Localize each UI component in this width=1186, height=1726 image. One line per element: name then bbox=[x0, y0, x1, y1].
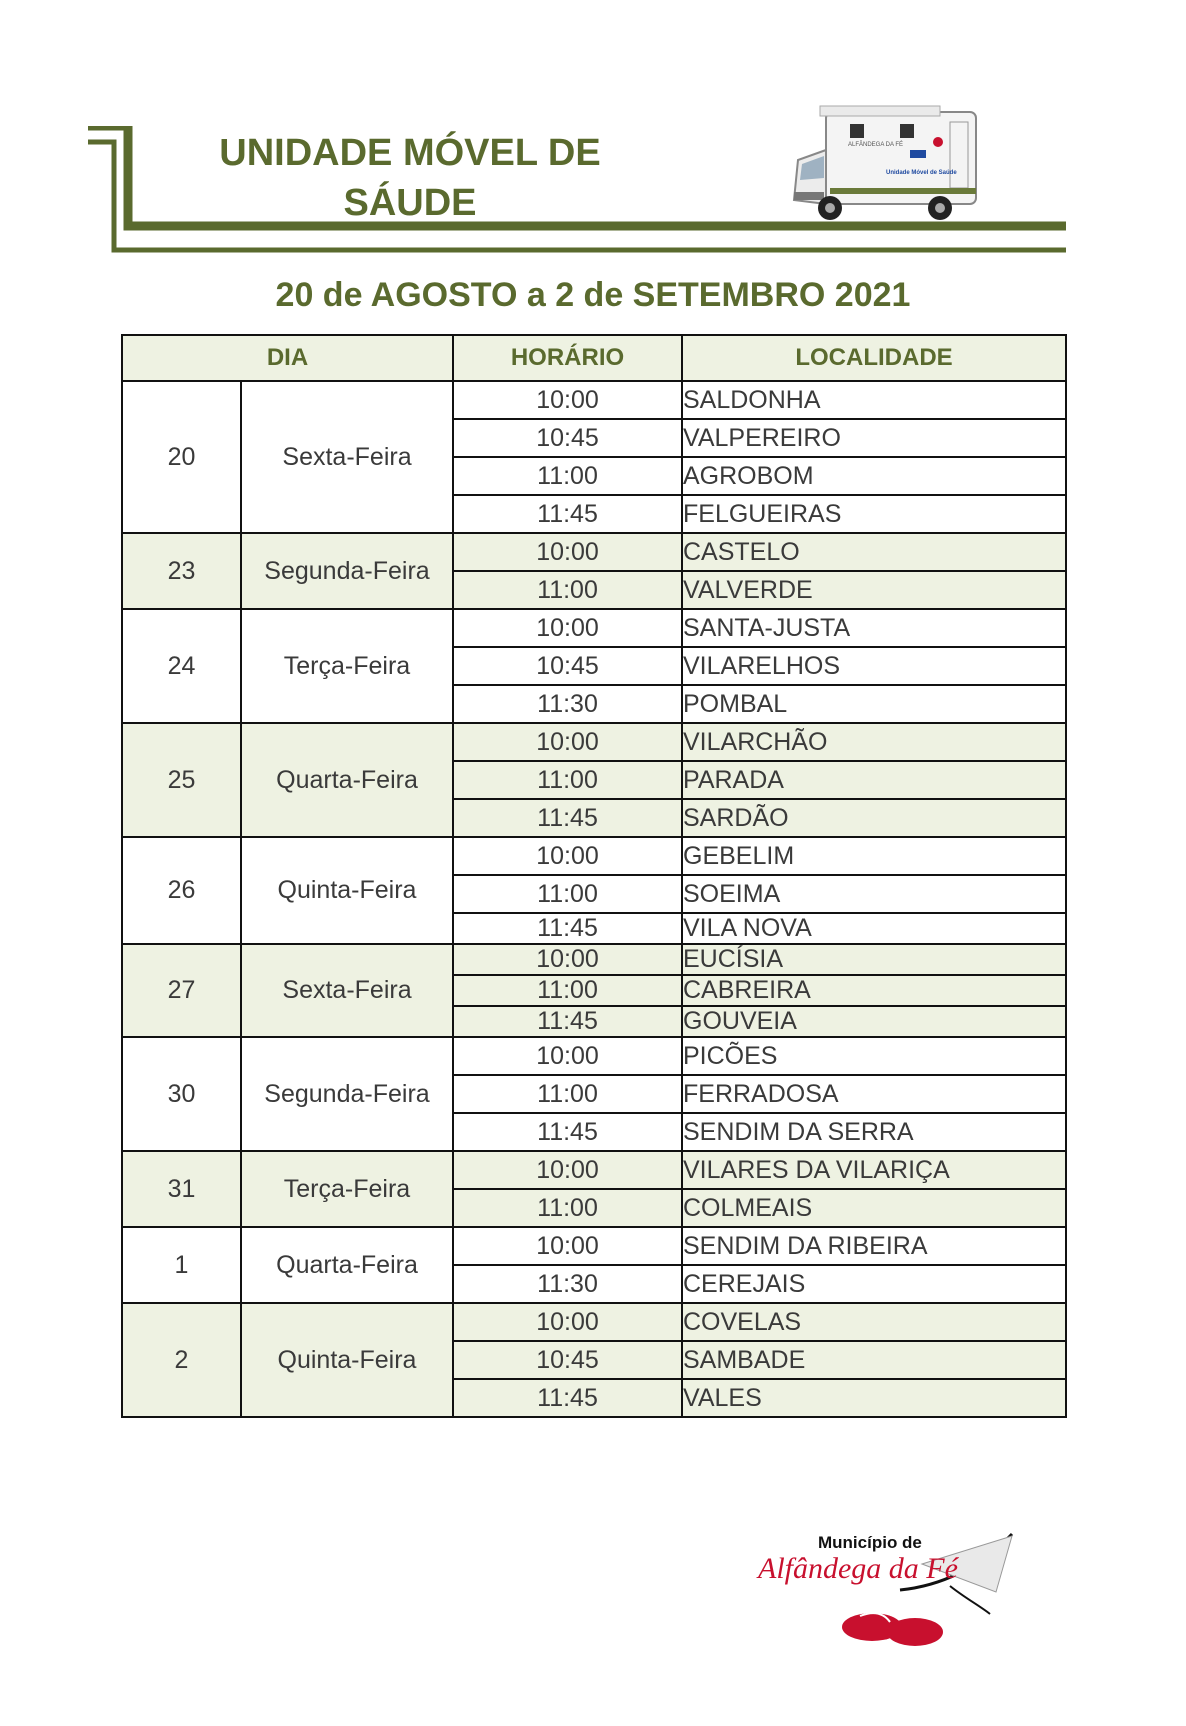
header-dia: DIA bbox=[122, 335, 453, 381]
weekday-cell: Quarta-Feira bbox=[241, 723, 453, 837]
location-cell: GOUVEIA bbox=[682, 1006, 1066, 1037]
location-cell: VILARES DA VILARIÇA bbox=[682, 1151, 1066, 1189]
weekday-cell: Quarta-Feira bbox=[241, 1227, 453, 1303]
location-cell: SOEIMA bbox=[682, 875, 1066, 913]
time-cell: 10:00 bbox=[453, 1151, 682, 1189]
time-cell: 10:00 bbox=[453, 1303, 682, 1341]
time-cell: 11:00 bbox=[453, 975, 682, 1006]
table-row bbox=[122, 533, 1066, 571]
weekday-cell: Quinta-Feira bbox=[241, 837, 453, 944]
location-cell: CASTELO bbox=[682, 533, 1066, 571]
location-cell: SAMBADE bbox=[682, 1341, 1066, 1379]
time-cell: 10:00 bbox=[453, 1037, 682, 1075]
weekday-cell: Terça-Feira bbox=[241, 609, 453, 723]
time-cell: 10:00 bbox=[453, 837, 682, 875]
location-cell: VALPEREIRO bbox=[682, 419, 1066, 457]
day-number-cell: 27 bbox=[122, 944, 241, 1037]
table-row bbox=[122, 723, 1066, 761]
location-cell: CEREJAIS bbox=[682, 1265, 1066, 1303]
location-cell: PARADA bbox=[682, 761, 1066, 799]
logo-main-text: Alfândega da Fé bbox=[758, 1552, 958, 1585]
schedule-table bbox=[121, 334, 1067, 1418]
location-cell: AGROBOM bbox=[682, 457, 1066, 495]
time-cell: 11:00 bbox=[453, 1189, 682, 1227]
weekday-cell: Sexta-Feira bbox=[241, 381, 453, 533]
table-row bbox=[122, 944, 1066, 975]
location-cell: FERRADOSA bbox=[682, 1075, 1066, 1113]
table-row bbox=[122, 837, 1066, 875]
location-cell: COVELAS bbox=[682, 1303, 1066, 1341]
time-cell: 11:00 bbox=[453, 1075, 682, 1113]
header-horario: HORÁRIO bbox=[453, 335, 682, 381]
weekday-cell: Segunda-Feira bbox=[241, 533, 453, 609]
location-cell: SARDÃO bbox=[682, 799, 1066, 837]
day-number-cell: 1 bbox=[122, 1227, 241, 1303]
day-number-cell: 31 bbox=[122, 1151, 241, 1227]
time-cell: 11:00 bbox=[453, 875, 682, 913]
location-cell: SENDIM DA RIBEIRA bbox=[682, 1227, 1066, 1265]
table-row bbox=[122, 381, 1066, 419]
time-cell: 10:45 bbox=[453, 419, 682, 457]
time-cell: 11:00 bbox=[453, 571, 682, 609]
weekday-cell: Segunda-Feira bbox=[241, 1037, 453, 1151]
header-localidade: LOCALIDADE bbox=[682, 335, 1066, 381]
logo-top-text: Município de bbox=[818, 1533, 922, 1552]
location-cell: VILARCHÃO bbox=[682, 723, 1066, 761]
time-cell: 10:45 bbox=[453, 1341, 682, 1379]
day-number-cell: 24 bbox=[122, 609, 241, 723]
time-cell: 10:00 bbox=[453, 381, 682, 419]
table-row bbox=[122, 1151, 1066, 1189]
table-row bbox=[122, 1227, 1066, 1265]
weekday-cell: Terça-Feira bbox=[241, 1151, 453, 1227]
weekday-cell: Quinta-Feira bbox=[241, 1303, 453, 1417]
time-cell: 11:45 bbox=[453, 1113, 682, 1151]
time-cell: 11:30 bbox=[453, 685, 682, 723]
table-header-row bbox=[122, 335, 1066, 381]
day-number-cell: 2 bbox=[122, 1303, 241, 1417]
location-cell: SALDONHA bbox=[682, 381, 1066, 419]
location-cell: VILA NOVA bbox=[682, 913, 1066, 944]
location-cell: VALVERDE bbox=[682, 571, 1066, 609]
location-cell: EUCÍSIA bbox=[682, 944, 1066, 975]
weekday-cell: Sexta-Feira bbox=[241, 944, 453, 1037]
location-cell: CABREIRA bbox=[682, 975, 1066, 1006]
location-cell: POMBAL bbox=[682, 685, 1066, 723]
time-cell: 10:00 bbox=[453, 1227, 682, 1265]
location-cell: VILARELHOS bbox=[682, 647, 1066, 685]
title-line-1: UNIDADE MÓVEL DE bbox=[219, 132, 601, 174]
time-cell: 11:00 bbox=[453, 457, 682, 495]
table-row bbox=[122, 1303, 1066, 1341]
schedule-body bbox=[122, 381, 1066, 1417]
title-line-2: SÁUDE bbox=[343, 182, 477, 224]
day-number-cell: 25 bbox=[122, 723, 241, 837]
time-cell: 10:00 bbox=[453, 609, 682, 647]
time-cell: 10:00 bbox=[453, 723, 682, 761]
location-cell: FELGUEIRAS bbox=[682, 495, 1066, 533]
table-row bbox=[122, 1037, 1066, 1075]
time-cell: 11:45 bbox=[453, 1379, 682, 1417]
location-cell: COLMEAIS bbox=[682, 1189, 1066, 1227]
van-label-text: Unidade Móvel de Saúde bbox=[886, 170, 957, 176]
time-cell: 11:30 bbox=[453, 1265, 682, 1303]
location-cell: SENDIM DA SERRA bbox=[682, 1113, 1066, 1151]
location-cell: PICÕES bbox=[682, 1037, 1066, 1075]
day-number-cell: 20 bbox=[122, 381, 241, 533]
day-number-cell: 23 bbox=[122, 533, 241, 609]
time-cell: 11:45 bbox=[453, 913, 682, 944]
time-cell: 11:45 bbox=[453, 799, 682, 837]
date-range: 20 de AGOSTO a 2 de SETEMBRO 2021 bbox=[275, 276, 911, 314]
time-cell: 10:45 bbox=[453, 647, 682, 685]
time-cell: 10:00 bbox=[453, 944, 682, 975]
day-number-cell: 30 bbox=[122, 1037, 241, 1151]
health-van-image bbox=[790, 104, 990, 226]
time-cell: 11:45 bbox=[453, 1006, 682, 1037]
time-cell: 11:45 bbox=[453, 495, 682, 533]
time-cell: 10:00 bbox=[453, 533, 682, 571]
van-brand-text: ALFÂNDEGA DA FÉ bbox=[848, 142, 904, 148]
page-title bbox=[180, 128, 640, 228]
location-cell: SANTA-JUSTA bbox=[682, 609, 1066, 647]
table-row bbox=[122, 609, 1066, 647]
time-cell: 11:00 bbox=[453, 761, 682, 799]
day-number-cell: 26 bbox=[122, 837, 241, 944]
location-cell: GEBELIM bbox=[682, 837, 1066, 875]
location-cell: VALES bbox=[682, 1379, 1066, 1417]
